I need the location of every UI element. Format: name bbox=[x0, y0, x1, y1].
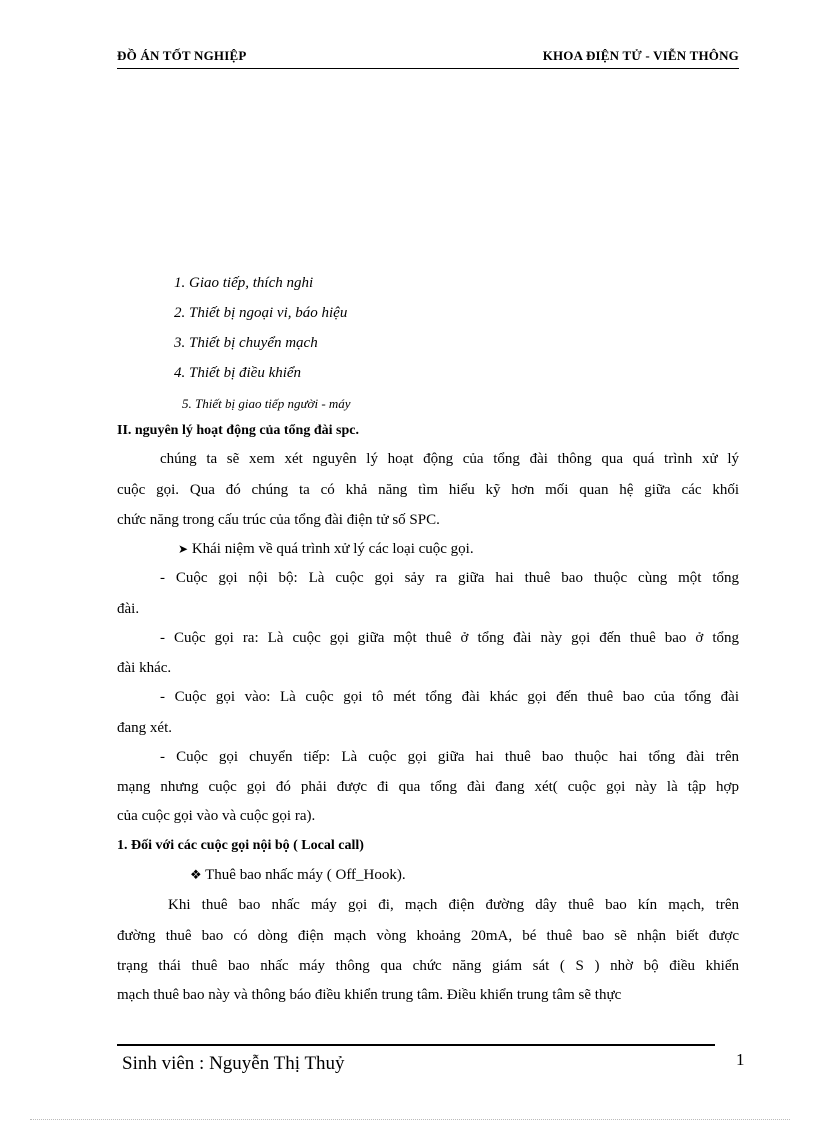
header-left: ĐỒ ÁN TỐT NGHIỆP bbox=[117, 48, 247, 63]
list-item-line: - Cuộc gọi nội bộ: Là cuộc gọi sảy ra giữa hai thuê bao thuộc cùng một tổng bbox=[160, 570, 739, 586]
diamond-bullet-icon: ❖ bbox=[190, 868, 202, 883]
paragraph-line: đường thuê bao có dòng điện mạch vòng khoảng 20mA, bé thuê bao sẽ nhận biết được bbox=[117, 928, 739, 944]
paragraph-line: mạch thuê bao này và thông báo điều khiển trung tâm. Điều khiển trung tâm sẽ thực bbox=[117, 987, 622, 1003]
list-item: 5. Thiết bị giao tiếp người - máy bbox=[182, 396, 351, 411]
paragraph-line: Khi thuê bao nhấc máy gọi đi, mạch điện đường dây thuê bao kín mạch, trên bbox=[168, 897, 739, 913]
page-edge-divider bbox=[30, 1119, 790, 1120]
list-item: 2. Thiết bị ngoại vi, báo hiệu bbox=[174, 305, 348, 321]
paragraph-line: trạng thái thuê bao nhấc máy thông qua chức năng giám sát ( S ) nhờ bộ điều khiển bbox=[117, 958, 739, 974]
section-heading: II. nguyên lý hoạt động của tổng đài spc. bbox=[117, 423, 359, 438]
list-item: 4. Thiết bị điều khiển bbox=[174, 365, 302, 381]
footer-rule bbox=[117, 1044, 715, 1046]
list-item-line: đang xét. bbox=[117, 720, 172, 736]
list-item: 3. Thiết bị chuyển mạch bbox=[174, 335, 318, 351]
list-item: 1. Giao tiếp, thích nghi bbox=[174, 275, 314, 291]
arrow-bullet-line bbox=[178, 541, 474, 558]
page-number: 1 bbox=[736, 1050, 745, 1069]
page-header bbox=[117, 48, 739, 69]
list-item-line: của cuộc gọi vào và cuộc gọi ra). bbox=[117, 808, 316, 824]
list-item-line: đài. bbox=[117, 601, 140, 617]
arrow-bullet-icon: ➤ bbox=[178, 542, 189, 556]
bullet-text: Khái niệm về quá trình xử lý các loại cuộc gọi. bbox=[191, 541, 474, 557]
paragraph-line: chúng ta sẽ xem xét nguyên lý hoạt động của tổng đài thông qua quá trình xử lý bbox=[160, 451, 739, 467]
list-item-line: - Cuộc gọi ra: Là cuộc gọi giữa một thuê ở tổng đài này gọi đến thuê bao ở tổng bbox=[160, 630, 739, 646]
list-item-line: đài khác. bbox=[117, 660, 172, 676]
paragraph-line: chức năng trong cấu trúc của tổng đài điện tử số SPC. bbox=[117, 512, 440, 528]
list-item-line: - Cuộc gọi chuyển tiếp: Là cuộc gọi giữa hai thuê bao thuộc hai tổng đài trên bbox=[160, 749, 739, 765]
diamond-bullet-line bbox=[190, 867, 406, 884]
subsection-heading: 1. Đối với các cuộc gọi nội bộ ( Local call) bbox=[117, 838, 364, 853]
list-item-line: mạng nhưng cuộc gọi đó phải được đi qua tổng đài đang xét( cuộc gọi này là tập hợp bbox=[117, 779, 739, 795]
footer-student: Sinh viên : Nguyễn Thị Thuỷ bbox=[122, 1053, 345, 1074]
bullet-text: Thuê bao nhấc máy ( Off_Hook). bbox=[205, 867, 406, 883]
paragraph-line: cuộc gọi. Qua đó chúng ta có khả năng tìm hiểu kỹ hơn mối quan hệ giữa các khối bbox=[117, 482, 739, 498]
list-item-line: - Cuộc gọi vào: Là cuộc gọi tô mét tổng đài khác gọi đến thuê bao của tổng đài bbox=[160, 689, 739, 705]
header-right: KHOA ĐIỆN TỬ - VIỄN THÔNG bbox=[542, 48, 739, 63]
